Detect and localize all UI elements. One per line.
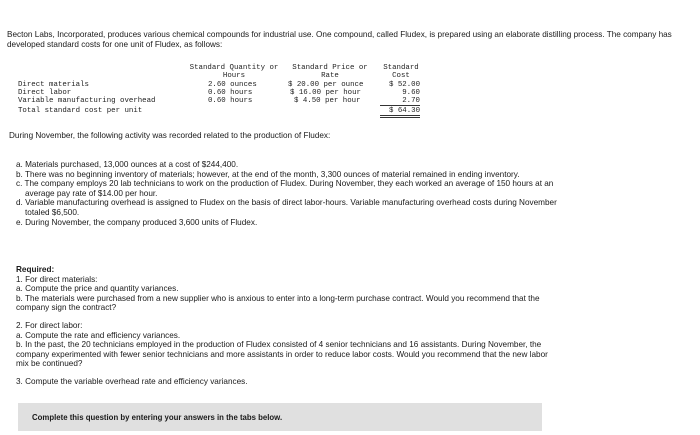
intro-paragraph: Becton Labs, Incorporated, produces various chemical compounds for industrial use. One compound, called Fludex, is prepared using an elaborate distilling process. The company has developed standard costs for one unit of Fludex, as follows: — [7, 30, 672, 49]
spacer — [16, 369, 556, 377]
header-quantity-line2: Hours — [222, 72, 246, 81]
row-cost-direct-materials: $ 52.00 — [388, 81, 420, 89]
required-section — [16, 265, 556, 387]
row-price-direct-labor: $ 16.00 per hour — [290, 89, 361, 97]
header-price-line2: Rate — [321, 72, 339, 81]
header-price-line1: Standard Price or — [292, 64, 368, 72]
question-1b: b. The materials were purchased from a new supplier who is anxious to enter into a long-term purchase contract. Would you recommend that the company sign the contract? — [16, 293, 540, 313]
row-label-direct-labor: Direct labor — [18, 89, 72, 97]
row-qty-variable-overhead: 0.60 hours — [208, 97, 253, 105]
header-cost-line2: Cost — [392, 72, 410, 81]
question-2: 2. For direct labor: — [16, 320, 83, 330]
total-cost: $ 64.30 — [380, 107, 420, 118]
required-title: Required: — [16, 265, 55, 274]
row-cost-variable-overhead: 2.70 — [380, 97, 420, 106]
activity-item-a: a. Materials purchased, 13,000 ounces at a cost of $244,400. — [16, 160, 239, 169]
standard-cost-table — [18, 64, 428, 120]
row-label-variable-overhead: Variable manufacturing overhead — [18, 97, 156, 105]
activity-item-b: b. There was no beginning inventory of materials; however, at the end of the month, 3,300 ounces of material remained in ending inventory. — [16, 169, 520, 179]
header-cost-line1: Standard — [383, 64, 419, 72]
activity-item-e: e. During November, the company produced 3,600 units of Fludex. — [16, 217, 258, 227]
header-standard-cost — [380, 64, 422, 80]
question-3: 3. Compute the variable overhead rate and efficiency variances. — [16, 376, 248, 386]
instruction-text: Complete this question by entering your answers in the tabs below. — [32, 413, 283, 422]
header-quantity-line1: Standard Quantity or — [189, 64, 279, 72]
row-cost-direct-labor: 9.60 — [402, 89, 420, 97]
november-lead-text: During November, the following activity was recorded related to the production of Fludex: — [9, 131, 331, 140]
question-1: 1. For direct materials: — [16, 274, 98, 284]
activity-item-c: c. The company employs 20 lab technicians to work on the production of Fludex. During November, they each worked an average of 150 hours at an average pay rate of $14.00 per hour. — [16, 179, 554, 198]
total-label: Total standard cost per unit — [18, 107, 143, 115]
activity-list — [16, 160, 576, 227]
question-2b: b. In the past, the 20 technicians employed in the production of Fludex consisted of 4 senior technicians and 16 assistants. During November, the company experimented with fewer senior technicians and more assistants in order to reduce labor costs. Would you recommend that the new labor mix be continued? — [16, 340, 548, 369]
row-label-direct-materials: Direct materials — [18, 81, 89, 89]
question-1a: a. Compute the price and quantity variances. — [16, 284, 179, 294]
row-price-variable-overhead: $ 4.50 per hour — [294, 97, 361, 105]
row-price-direct-materials: $ 20.00 per ounce — [288, 81, 364, 89]
activity-item-d: d. Variable manufacturing overhead is assigned to Fludex on the basis of direct labor-hours. Variable manufacturing overhead costs during November totaled $6,500. — [16, 198, 557, 217]
row-qty-direct-labor: 0.60 hours — [208, 89, 253, 97]
question-2a: a. Compute the rate and efficiency variances. — [16, 330, 181, 340]
header-standard-price — [284, 64, 376, 80]
instruction-banner — [18, 403, 542, 431]
spacer — [16, 313, 556, 321]
header-standard-quantity — [186, 64, 282, 80]
row-qty-direct-materials: 2.60 ounces — [208, 81, 257, 89]
